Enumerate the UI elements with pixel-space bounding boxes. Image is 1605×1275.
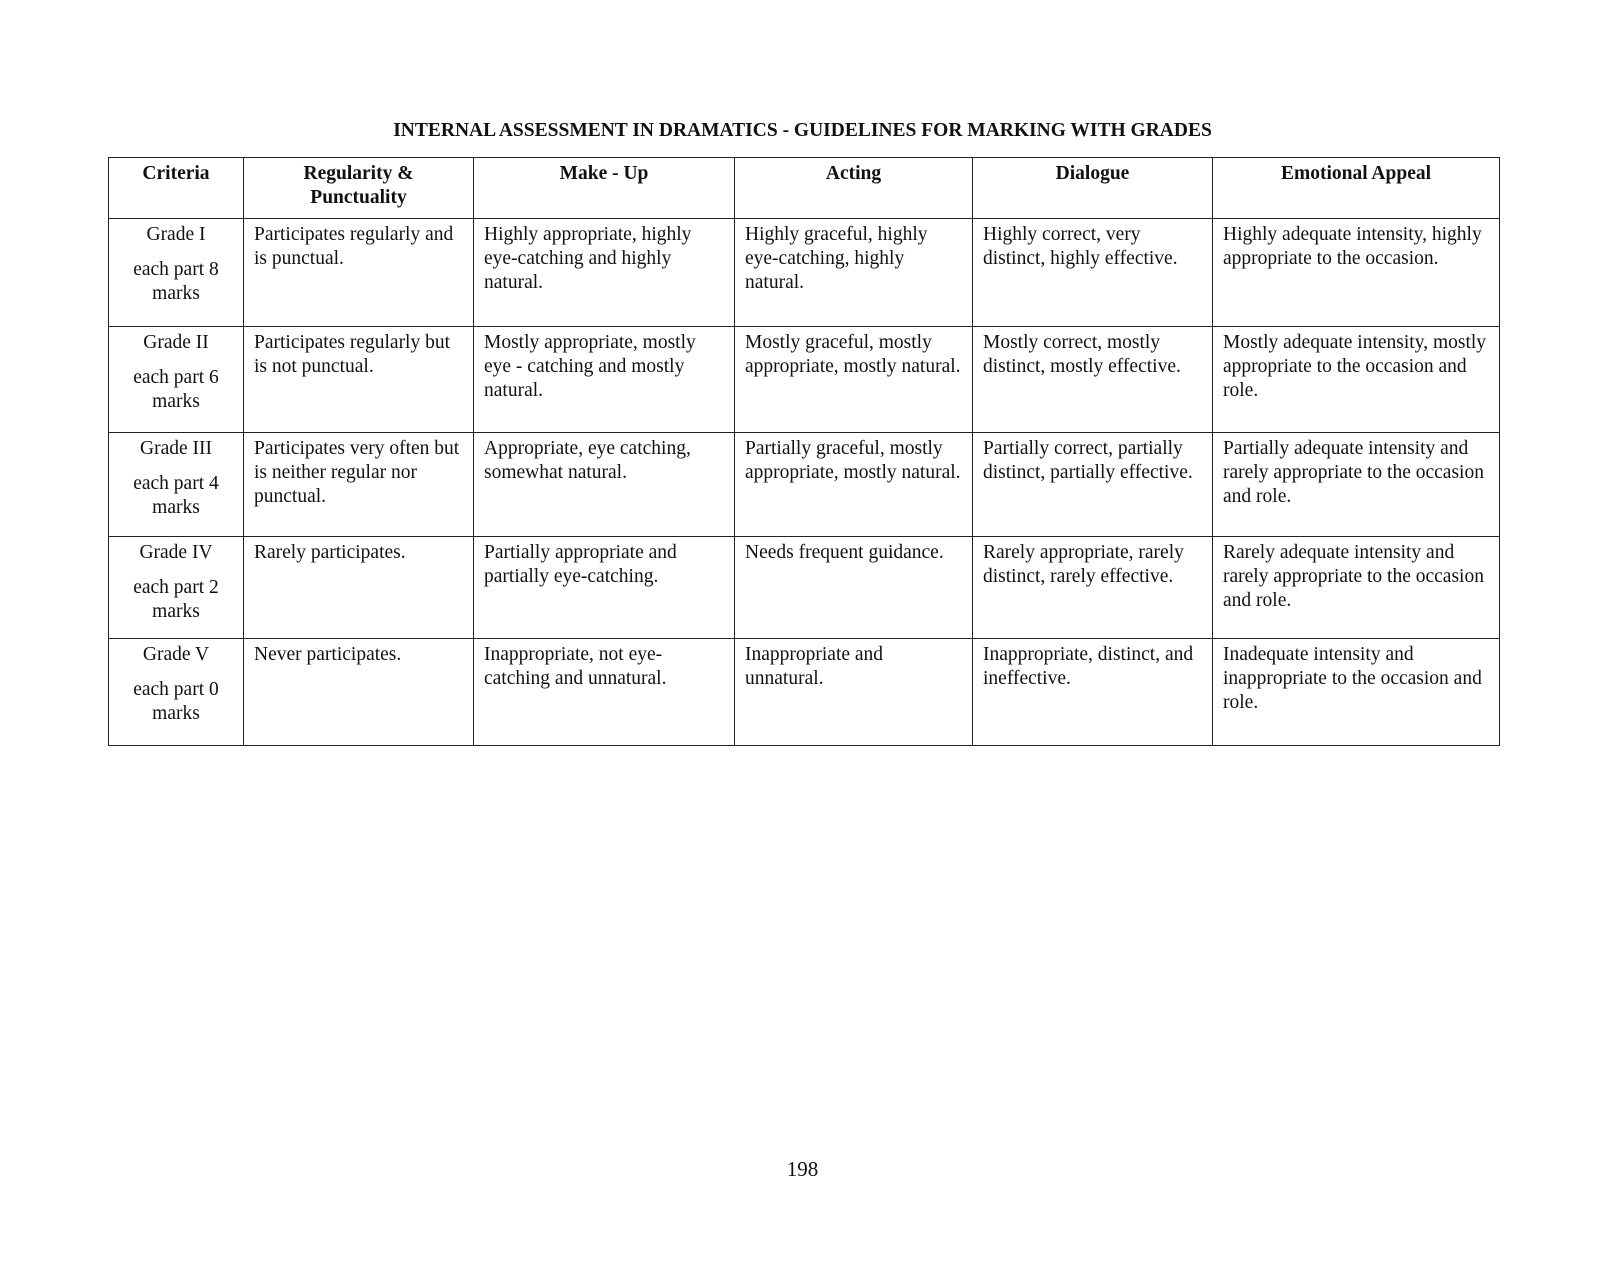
dialogue-cell: Inappropriate, distinct, and ineffective. xyxy=(973,639,1213,746)
criteria-cell xyxy=(109,639,244,746)
dialogue-cell: Mostly correct, mostly distinct, mostly effective. xyxy=(973,327,1213,433)
regularity-cell: Participates very often but is neither regular nor punctual. xyxy=(244,433,474,537)
grade-marks: each part 6 marks xyxy=(133,367,219,412)
grade-marks: each part 4 marks xyxy=(133,473,219,518)
grading-table xyxy=(108,157,1500,746)
acting-cell: Needs frequent guidance. xyxy=(735,537,973,639)
table-row-grade-2 xyxy=(109,327,1500,433)
grade-name: Grade III xyxy=(140,438,212,459)
acting-cell: Inappropriate and unnatural. xyxy=(735,639,973,746)
criteria-cell xyxy=(109,433,244,537)
emotional-appeal-cell: Rarely adequate intensity and rarely appropriate to the occasion and role. xyxy=(1213,537,1500,639)
header-make-up: Make - Up xyxy=(474,158,735,219)
grade-marks: each part 0 marks xyxy=(133,679,219,724)
emotional-appeal-cell: Mostly adequate intensity, mostly appropriate to the occasion and role. xyxy=(1213,327,1500,433)
criteria-cell xyxy=(109,537,244,639)
grade-name: Grade IV xyxy=(139,542,213,563)
grade-name: Grade I xyxy=(146,224,206,245)
regularity-cell: Participates regularly and is punctual. xyxy=(244,219,474,327)
table-row-grade-1 xyxy=(109,219,1500,327)
document-title: INTERNAL ASSESSMENT IN DRAMATICS - GUIDELINES FOR MARKING WITH GRADES xyxy=(393,120,1212,141)
header-acting: Acting xyxy=(735,158,973,219)
emotional-appeal-cell: Partially adequate intensity and rarely appropriate to the occasion and role. xyxy=(1213,433,1500,537)
acting-cell: Partially graceful, mostly appropriate, mostly natural. xyxy=(735,433,973,537)
dialogue-cell: Partially correct, partially distinct, partially effective. xyxy=(973,433,1213,537)
header-criteria: Criteria xyxy=(109,158,244,219)
make-up-cell: Mostly appropriate, mostly eye - catching and mostly natural. xyxy=(474,327,735,433)
regularity-cell: Never participates. xyxy=(244,639,474,746)
page-number: 198 xyxy=(786,1157,819,1181)
dialogue-cell: Rarely appropriate, rarely distinct, rarely effective. xyxy=(973,537,1213,639)
header-emotional-appeal: Emotional Appeal xyxy=(1213,158,1500,219)
emotional-appeal-cell: Inadequate intensity and inappropriate to the occasion and role. xyxy=(1213,639,1500,746)
emotional-appeal-cell: Highly adequate intensity, highly appropriate to the occasion. xyxy=(1213,219,1500,327)
regularity-cell: Rarely participates. xyxy=(244,537,474,639)
table-row-grade-4 xyxy=(109,537,1500,639)
table-row-grade-5 xyxy=(109,639,1500,746)
make-up-cell: Appropriate, eye catching, somewhat natural. xyxy=(474,433,735,537)
grade-name: Grade V xyxy=(142,644,210,665)
grade-marks: each part 2 marks xyxy=(133,577,219,622)
header-regularity-punctuality: Regularity & Punctuality xyxy=(244,158,474,219)
table-row-grade-3 xyxy=(109,433,1500,537)
make-up-cell: Highly appropriate, highly eye-catching and highly natural. xyxy=(474,219,735,327)
table-header-row xyxy=(109,158,1500,219)
criteria-cell xyxy=(109,327,244,433)
dialogue-cell: Highly correct, very distinct, highly effective. xyxy=(973,219,1213,327)
make-up-cell: Partially appropriate and partially eye-catching. xyxy=(474,537,735,639)
make-up-cell: Inappropriate, not eye-catching and unnatural. xyxy=(474,639,735,746)
criteria-cell xyxy=(109,219,244,327)
acting-cell: Mostly graceful, mostly appropriate, mostly natural. xyxy=(735,327,973,433)
grade-name: Grade II xyxy=(143,332,209,353)
regularity-cell: Participates regularly but is not punctual. xyxy=(244,327,474,433)
acting-cell: Highly graceful, highly eye-catching, highly natural. xyxy=(735,219,973,327)
header-dialogue: Dialogue xyxy=(973,158,1213,219)
grade-marks: each part 8 marks xyxy=(133,259,219,304)
